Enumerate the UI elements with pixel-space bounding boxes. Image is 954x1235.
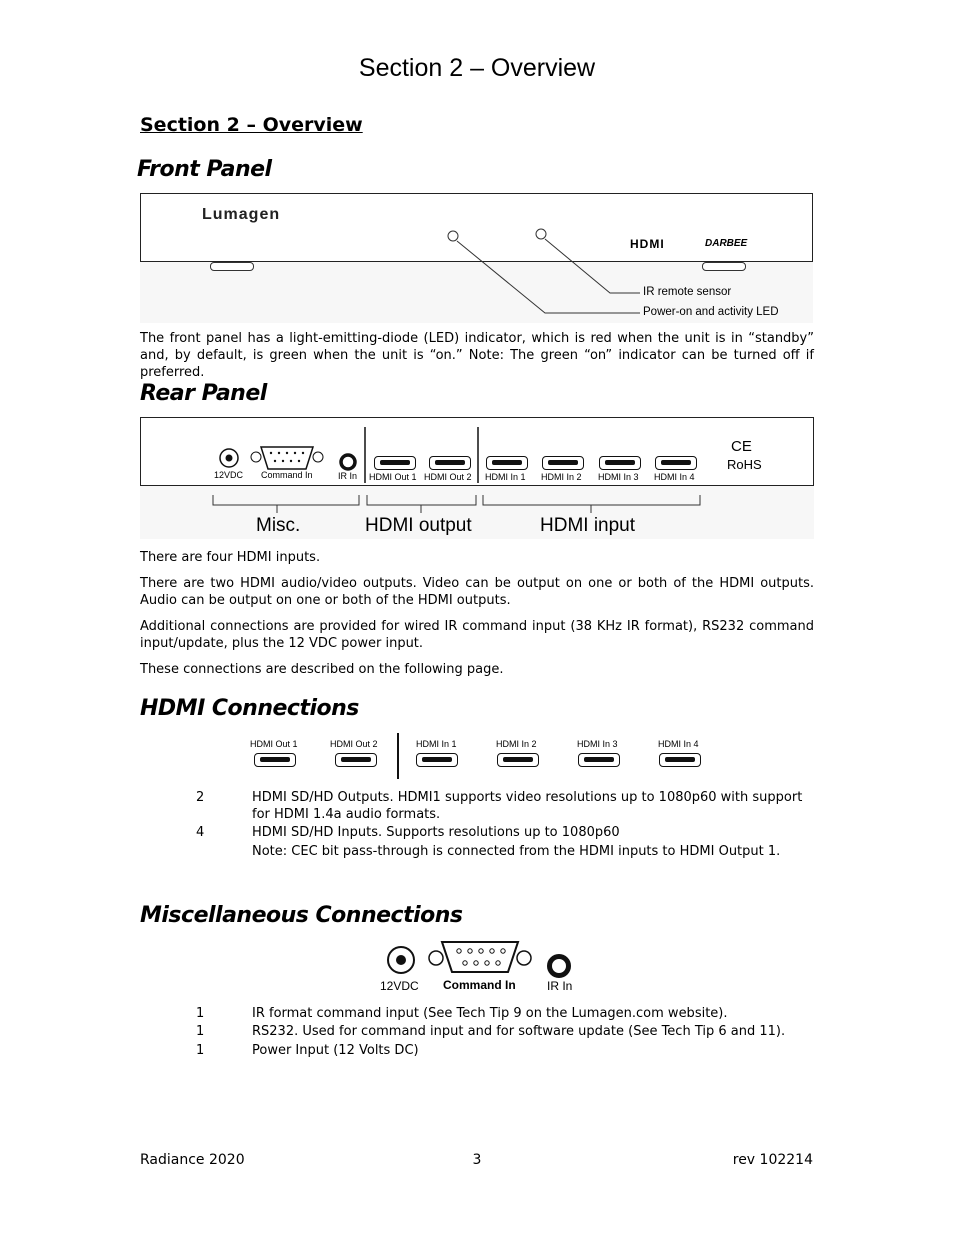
rear-paragraph-3: Additional connections are provided for wired IR command input (38 KHz IR format), RS232 command input/update, plus the 12 VDC power input. — [140, 619, 814, 651]
front-panel-figure — [140, 193, 813, 323]
misc-row-3-count: 1 — [196, 1043, 205, 1058]
misc-label-command-in: Command In — [443, 978, 516, 992]
group-label-hdmi-input: HDMI input — [540, 515, 636, 536]
group-label-hdmi-output: HDMI output — [365, 515, 472, 536]
footer-page-number: 3 — [472, 1152, 482, 1168]
hdmi-connections-heading: HDMI Connections — [140, 696, 359, 721]
misc-label-12vdc: 12VDC — [380, 979, 419, 993]
hdmi-row-1-text: HDMI SD/HD Outputs. HDMI1 supports video resolutions up to 1080p60 with support for HDMI 1.4a audio formats. — [252, 790, 803, 822]
callout-lines — [140, 193, 813, 323]
hdmi-row-1-count: 2 — [196, 790, 205, 805]
rear-label-hdmi-in-3: HDMI In 3 — [598, 472, 639, 482]
rear-panel-heading: Rear Panel — [140, 381, 267, 406]
hdmi-in-1-connector — [416, 753, 458, 767]
led-indicator-icon — [448, 231, 458, 241]
misc-connections-heading: Miscellaneous Connections — [140, 903, 463, 928]
hdmi-out-2-connector — [335, 753, 377, 767]
rear-label-ir-in: IR In — [338, 471, 358, 481]
hdmi-out-2-port — [429, 456, 471, 470]
front-panel-description: The front panel has a light-emitting-diode (LED) indicator, which is red when the unit is in “standby” and, by default, is green when the unit is “on.” Note: The green “on” indicator can be turned off if preferred. — [140, 331, 814, 380]
group-brackets — [140, 487, 814, 517]
rear-paragraph-1: There are four HDMI inputs. — [140, 550, 321, 565]
hdmi-in-4-connector — [659, 753, 701, 767]
hdmi-in-1-port — [486, 456, 528, 470]
hdmi-logo: HDMI — [630, 237, 665, 251]
rear-label-hdmi-in-2: HDMI In 2 — [541, 472, 582, 482]
rear-panel-figure — [140, 417, 814, 539]
rear-label-hdmi-out-1: HDMI Out 1 — [369, 472, 417, 482]
lumagen-logo: Lumagen — [202, 206, 281, 223]
darbee-logo: DARBEE — [705, 238, 748, 249]
hdmi-connections-figure — [248, 733, 708, 783]
footer-doc-name: Radiance 2020 — [140, 1152, 245, 1168]
hdmi-out-1-port — [374, 456, 416, 470]
rear-label-12vdc: 12VDC — [214, 470, 244, 480]
callout-ir-sensor: IR remote sensor — [643, 286, 732, 298]
hdmi-row-2-text: HDMI SD/HD Inputs. Supports resolutions up to 1080p60 — [252, 825, 620, 840]
misc-connections-figure — [380, 936, 580, 996]
callout-power-led: Power-on and activity LED — [643, 306, 779, 318]
hdmi-in-2-port — [542, 456, 584, 470]
misc-label-ir-in: IR In — [547, 979, 573, 993]
ir-sensor-icon — [536, 229, 546, 239]
footer-revision: rev 102214 — [732, 1152, 813, 1168]
hdmi-divider — [397, 733, 399, 779]
rear-paragraph-4: These connections are described on the following page. — [140, 662, 504, 677]
hdmi-label-out-1: HDMI Out 1 — [250, 739, 298, 749]
hdmi-label-in-3: HDMI In 3 — [577, 739, 618, 749]
hdmi-label-in-4: HDMI In 4 — [658, 739, 699, 749]
hdmi-label-in-2: HDMI In 2 — [496, 739, 537, 749]
hdmi-in-3-connector — [578, 753, 620, 767]
ce-mark-icon: CE — [731, 438, 752, 455]
hdmi-label-out-2: HDMI Out 2 — [330, 739, 378, 749]
rear-label-hdmi-in-4: HDMI In 4 — [654, 472, 695, 482]
rear-paragraph-2: There are two HDMI audio/video outputs. Video can be output on one or both of the HDMI outputs. Audio can be output on one or both of the HDMI outputs. — [140, 576, 814, 608]
hdmi-in-2-connector — [497, 753, 539, 767]
rear-label-command-in: Command In — [261, 470, 313, 480]
misc-row-3-text: Power Input (12 Volts DC) — [252, 1043, 419, 1058]
misc-row-2-count: 1 — [196, 1024, 205, 1039]
rear-label-hdmi-out-2: HDMI Out 2 — [424, 472, 472, 482]
misc-row-1-text: IR format command input (See Tech Tip 9 on the Lumagen.com website). — [252, 1006, 728, 1021]
misc-row-1-count: 1 — [196, 1006, 205, 1021]
hdmi-note: Note: CEC bit pass-through is connected from the HDMI inputs to HDMI Output 1. — [252, 844, 781, 859]
front-panel-heading: Front Panel — [137, 157, 272, 182]
page-title: Section 2 – Overview — [358, 54, 596, 82]
misc-row-2-text: RS232. Used for command input and for software update (See Tech Tip 6 and 11). — [252, 1024, 786, 1039]
rear-label-hdmi-in-1: HDMI In 1 — [485, 472, 526, 482]
hdmi-in-3-port — [599, 456, 641, 470]
group-label-misc: Misc. — [256, 515, 301, 536]
rohs-mark: RoHS — [727, 457, 762, 472]
hdmi-out-1-connector — [254, 753, 296, 767]
section-heading: Section 2 – Overview — [140, 114, 363, 136]
hdmi-in-4-port — [655, 456, 697, 470]
hdmi-row-2-count: 4 — [196, 825, 205, 840]
hdmi-label-in-1: HDMI In 1 — [416, 739, 457, 749]
